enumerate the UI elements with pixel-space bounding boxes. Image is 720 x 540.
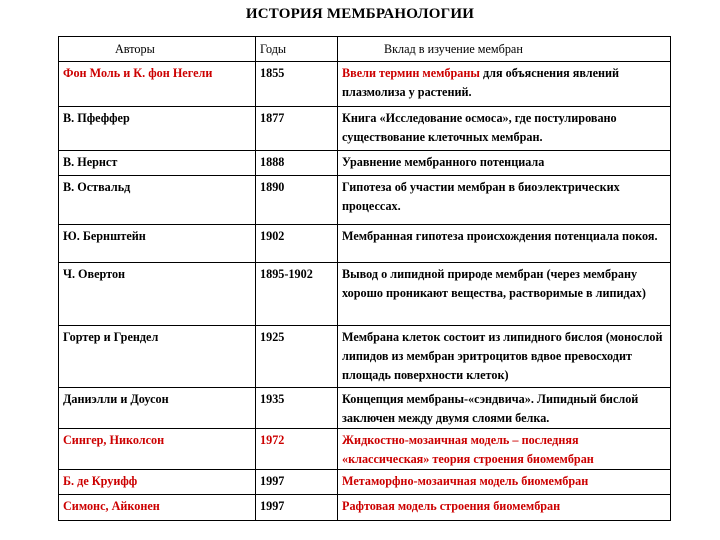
author-cell: Б. де Круифф [59,470,256,495]
table-row [59,151,671,176]
contribution-cell: Мембрана клеток состоит из липидного бислоя (монослой липидов из мембран эритроцитов вдвое превосходит площадь поверхности клеток) [338,326,671,388]
author-cell: В. Оствальд [59,176,256,225]
table-row [59,107,671,151]
table-row [59,225,671,263]
table-row [59,62,671,107]
contribution-cell: Концепция мембраны-«сэндвича». Липидный бислой заключен между двумя слоями белка. [338,388,671,429]
author-cell: Даниэлли и Доусон [59,388,256,429]
page-title: ИСТОРИЯ МЕМБРАНОЛОГИИ [245,6,475,22]
contribution-cell: Метаморфно-мозаичная модель биомембран [338,470,671,495]
contribution-cell: Мембранная гипотеза происхождения потенциала покоя. [338,225,671,263]
author-cell: Симонс, Айконен [59,495,256,521]
table-row [59,388,671,429]
table-row [59,263,671,326]
author-cell: Ю. Бернштейн [59,225,256,263]
author-cell: Фон Моль и К. фон Негели [59,62,256,107]
author-cell: Ч. Овертон [59,263,256,326]
header-years: Годы [256,37,338,62]
year-cell: 1997 [256,470,338,495]
year-cell: 1935 [256,388,338,429]
year-cell: 1895-1902 [256,263,338,326]
contribution-cell: Рафтовая модель строения биомембран [338,495,671,521]
contribution-cell: Уравнение мембранного потенциала [338,151,671,176]
year-cell: 1888 [256,151,338,176]
author-cell: Сингер, Николсон [59,429,256,470]
table-row [59,326,671,388]
year-cell: 1855 [256,62,338,107]
contribution-cell: Гипотеза об участии мембран в биоэлектрических процессах. [338,176,671,225]
contribution-cell: Жидкостно-мозаичная модель – последняя «классическая» теория строения биомембран [338,429,671,470]
author-cell: Гортер и Грендел [59,326,256,388]
year-cell: 1890 [256,176,338,225]
contribution-text: для объяснения явлений плазмолиза у растений. [342,66,620,99]
year-cell: 1925 [256,326,338,388]
contribution-cell: Вывод о липидной природе мембран (через мембрану хорошо проникают вещества, растворимые в липидах) [338,263,671,326]
table-row [59,429,671,470]
header-contribution: Вклад в изучение мембран [338,37,671,62]
table-row [59,176,671,225]
table-row [59,495,671,521]
header-authors: Авторы [59,37,256,62]
contribution-cell: Книга «Исследование осмоса», где постулировано существование клеточных мембран. [338,107,671,151]
year-cell: 1997 [256,495,338,521]
contribution-highlight: Ввели термин мембраны [342,66,480,80]
author-cell: В. Пфеффер [59,107,256,151]
year-cell: 1877 [256,107,338,151]
membranology-history-table [58,36,671,521]
author-cell: В. Нернст [59,151,256,176]
year-cell: 1972 [256,429,338,470]
contribution-cell [338,62,671,107]
table-row [59,470,671,495]
year-cell: 1902 [256,225,338,263]
table-header-row [59,37,671,62]
